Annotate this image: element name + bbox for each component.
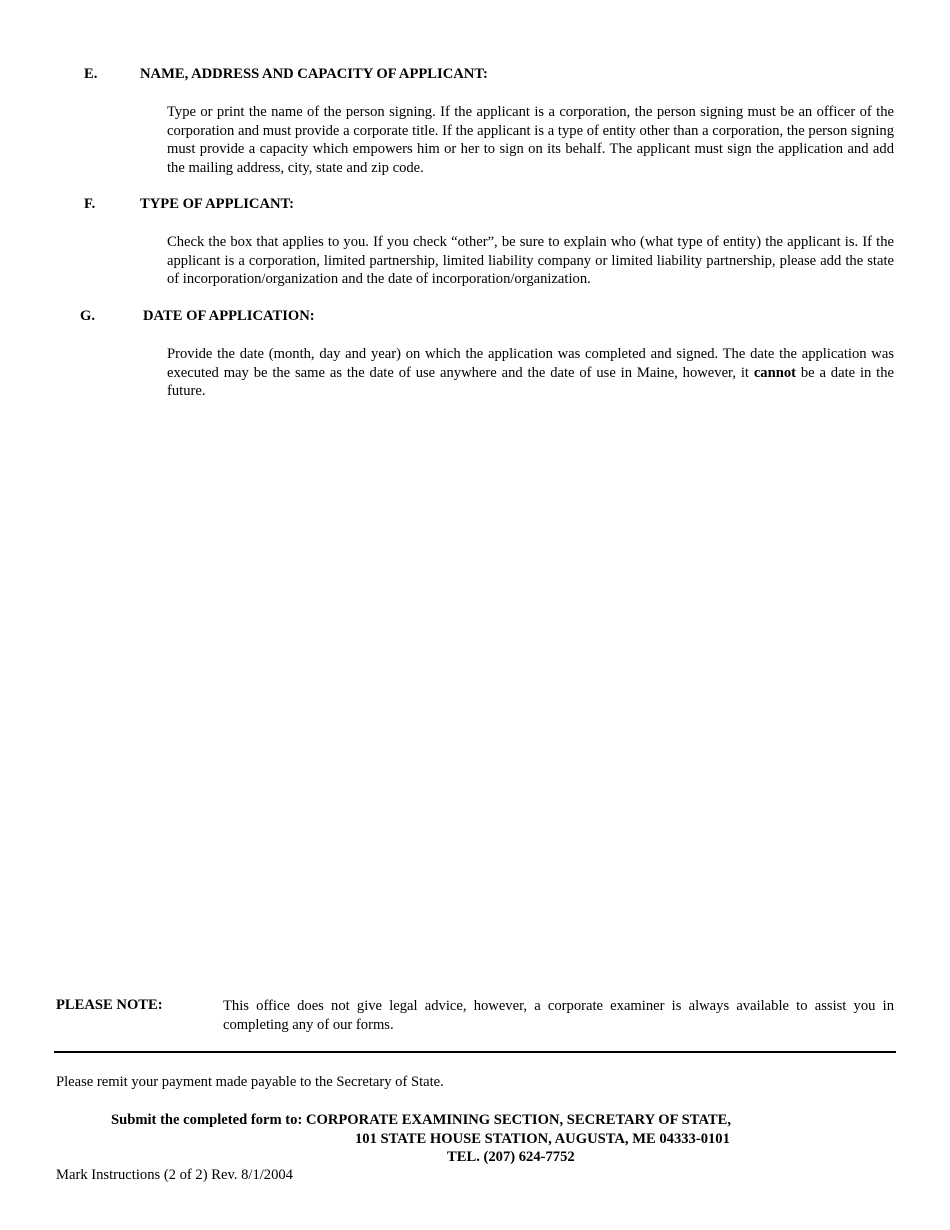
section-g-text-after: be a date in the future. [167,364,894,400]
section-g-heading [80,308,580,328]
section-g-text-before: Provide the date (month, day and year) on which the application was completed and signed. The date the application was executed may be the same as the date of use anywhere and the date of use in Maine, however, it [167,346,894,381]
section-f-text: Check the box that applies to you. If you check “other”, be sure to explain who (what type of entity) the applicant is. If the applicant is a corporation, limited partnership, limited liability company or limited liability partnership, please add the state of incorporation/organization and the date of incorporation/organization. [167,234,894,288]
section-e-title: NAME, ADDRESS AND CAPACITY OF APPLICANT: [140,66,488,82]
section-f-letter: F. [84,196,96,212]
section-e-letter: E. [84,66,98,82]
section-e-text: Type or print the name of the person signing. If the applicant is a corporation, the person signing must be an officer of the corporation and must provide a corporate title. If the applicant is a type of entity other than a corporation, the person signing must provide a capacity which empowers him or her to sign on its behalf. The applicant must sign the application and add the mailing address, city, state and zip code. [167,104,894,177]
submit-line-1: Submit the completed form to: CORPORATE EXAMINING SECTION, SECRETARY OF STATE, [111,1112,732,1128]
page-footer: Mark Instructions (2 of 2) Rev. 8/1/2004 [56,1167,293,1183]
horizontal-rule [54,1051,896,1053]
section-f-title: TYPE OF APPLICANT: [140,196,295,212]
section-g-letter: G. [80,308,95,324]
please-note-text: This office does not give legal advice, however, a corporate examiner is always available to assist you in completing any of our forms. [223,998,894,1033]
section-f-heading [84,196,584,216]
submit-line-2: 101 STATE HOUSE STATION, AUGUSTA, ME 04333-0101 [355,1130,730,1147]
section-g-text-bold: cannot [753,364,796,381]
section-g-text [167,345,894,401]
submit-line-3: TEL. (207) 624-7752 [447,1149,575,1166]
remit-payment-text: Please remit your payment made payable to the Secretary of State. [56,1074,444,1090]
section-g-title: DATE OF APPLICATION: [143,308,315,324]
please-note-label: PLEASE NOTE: [56,997,163,1013]
section-e-heading [84,66,584,86]
